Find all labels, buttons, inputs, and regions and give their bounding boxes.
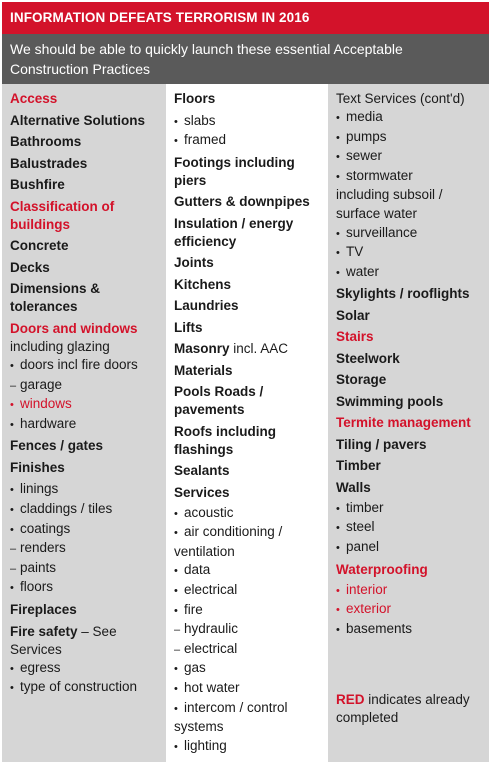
dash-icon: – [174, 643, 181, 656]
item-steelwork: Steelwork [336, 350, 400, 366]
item-pools-roads: Pools Roads / pavements [174, 384, 264, 418]
doors-subtitle: including glazing [10, 338, 110, 354]
item-decks: Decks [10, 259, 50, 275]
sub-ventilation: ventilation [174, 543, 235, 559]
sub-sewer: • sewer [336, 147, 489, 167]
sub-electrical: • electrical [174, 581, 328, 601]
sub-fire: • fire [174, 601, 328, 621]
bullet-icon: • [174, 683, 178, 696]
sub-tv: • TV [336, 243, 489, 263]
bullet-icon: • [10, 582, 14, 595]
sub-type-construction: • type of construction [10, 678, 162, 698]
sub-lighting: • lighting [174, 737, 328, 757]
item-fences: Fences / gates [10, 438, 104, 454]
info-card [2, 2, 489, 762]
bullet-icon: • [336, 266, 340, 279]
item-swimming-pools: Swimming pools [336, 393, 444, 409]
item-solar: Solar [336, 307, 370, 323]
legend-text: indicates already completed [336, 692, 470, 726]
sub-renders: – renders [10, 539, 162, 559]
sub-gas: • gas [174, 659, 328, 679]
sub-windows: • windows [10, 395, 162, 415]
item-finishes: Finishes [10, 459, 65, 475]
sub-stormwater: • stormwater [336, 167, 489, 187]
dash-icon: – [10, 379, 17, 392]
item-storage: Storage [336, 372, 387, 388]
item-doors-windows: Doors and windows [10, 320, 138, 336]
sub-floors: • floors [10, 578, 162, 598]
legend-red-label: RED [336, 692, 365, 708]
item-text-services: Text Services (cont'd) [336, 91, 465, 106]
item-floors: Floors [174, 91, 216, 106]
item-bathrooms: Bathrooms [10, 134, 82, 149]
sub-hardware: • hardware [10, 415, 162, 435]
sub-panel: • panel [336, 538, 489, 558]
sub-paints: – paints [10, 559, 162, 579]
sub-interior: • interior [336, 581, 489, 601]
sub-subsoil: including subsoil / surface water [336, 187, 443, 221]
bullet-icon: • [336, 623, 340, 636]
item-footings: Footings including piers [174, 154, 295, 188]
dash-icon: – [174, 624, 181, 637]
column-1 [2, 84, 162, 762]
bullet-icon: • [10, 662, 14, 675]
bullet-icon: • [336, 170, 340, 183]
sub-pumps: • pumps [336, 128, 489, 148]
item-alternative-solutions: Alternative Solutions [10, 112, 146, 128]
bullet-icon: • [10, 360, 14, 373]
item-classification: Classification of buildings [10, 198, 115, 232]
card-subtitle: We should be able to quickly launch these essential Acceptable Construction Practices [2, 34, 489, 84]
column-2 [166, 84, 328, 762]
legend-note [336, 691, 489, 727]
item-access: Access [10, 91, 58, 106]
sub-doors: • doors incl fire doors [10, 356, 162, 376]
bullet-icon: • [336, 151, 340, 164]
sub-systems: systems [174, 719, 224, 735]
bullet-icon: • [174, 565, 178, 578]
item-materials: Materials [174, 362, 233, 378]
column-3 [328, 84, 489, 762]
item-stairs: Stairs [336, 329, 374, 345]
item-sealants: Sealants [174, 463, 230, 479]
item-balustrades: Balustrades [10, 155, 88, 171]
item-joints: Joints [174, 255, 214, 271]
sub-exterior: • exterior [336, 600, 489, 620]
bullet-icon: • [174, 604, 178, 617]
item-bushfire: Bushfire [10, 177, 65, 192]
sub-basements: • basements [336, 620, 489, 640]
item-waterproofing: Waterproofing [336, 561, 428, 577]
item-walls: Walls [336, 479, 371, 495]
bullet-icon: • [10, 523, 14, 536]
card-title: INFORMATION DEFEATS TERRORISM IN 2016 [2, 2, 489, 34]
bullet-icon: • [336, 227, 340, 240]
sub-hydraulic: – hydraulic [174, 620, 328, 640]
item-fire-safety: Fire safety – See Services [10, 623, 117, 657]
bullet-icon: • [174, 663, 178, 676]
item-concrete: Concrete [10, 238, 69, 253]
bullet-icon: • [10, 399, 14, 412]
bullet-icon: • [174, 527, 178, 540]
item-timber: Timber [336, 458, 381, 474]
bullet-icon: • [336, 542, 340, 555]
sub-claddings: • claddings / tiles [10, 500, 162, 520]
bullet-icon: • [174, 135, 178, 148]
item-fireplaces: Fireplaces [10, 602, 77, 618]
item-tiling: Tiling / pavers [336, 436, 427, 452]
sub-steel: • steel [336, 518, 489, 538]
item-skylights: Skylights / rooflights [336, 286, 470, 302]
bullet-icon: • [336, 247, 340, 260]
bullet-icon: • [336, 604, 340, 617]
bullet-icon: • [174, 702, 178, 715]
sub-hot-water: • hot water [174, 679, 328, 699]
sub-timber: • timber [336, 499, 489, 519]
bullet-icon: • [10, 418, 14, 431]
sub-framed: • framed [174, 131, 328, 151]
sub-surveillance: • surveillance [336, 224, 489, 244]
sub-water: • water [336, 263, 489, 283]
sub-coatings: • coatings [10, 520, 162, 540]
bullet-icon: • [174, 115, 178, 128]
sub-slabs: • slabs [174, 112, 328, 132]
sub-data: • data [174, 561, 328, 581]
item-termite: Termite management [336, 415, 471, 431]
dash-icon: – [10, 543, 17, 556]
bullet-icon: • [10, 484, 14, 497]
bullet-icon: • [10, 504, 14, 517]
item-gutters: Gutters & downpipes [174, 194, 310, 210]
sub-egress: • egress [10, 659, 162, 679]
item-lifts: Lifts [174, 319, 203, 335]
sub-air-conditioning: • air conditioning / [174, 523, 328, 543]
bullet-icon: • [10, 682, 14, 695]
sub-electrical-2: – electrical [174, 640, 328, 660]
bullet-icon: • [336, 131, 340, 144]
item-roofs: Roofs including flashings [174, 423, 276, 457]
sub-media: • media [336, 108, 489, 128]
bullet-icon: • [174, 740, 178, 753]
dash-icon: – [10, 562, 17, 575]
sub-acoustic: • acoustic [174, 504, 328, 524]
item-laundries: Laundries [174, 298, 239, 314]
sub-garage: – garage [10, 376, 162, 396]
item-dimensions: Dimensions & tolerances [10, 281, 101, 314]
item-masonry: Masonry incl. AAC [174, 341, 289, 357]
sub-intercom: • intercom / control [174, 699, 328, 719]
bullet-icon: • [174, 507, 178, 520]
sub-linings: • linings [10, 480, 162, 500]
bullet-icon: • [336, 502, 340, 515]
item-services: Services [174, 484, 230, 500]
bullet-icon: • [336, 584, 340, 597]
bullet-icon: • [174, 585, 178, 598]
bullet-icon: • [336, 522, 340, 535]
item-kitchens: Kitchens [174, 276, 232, 292]
bullet-icon: • [336, 112, 340, 124]
item-insulation: Insulation / energy efficiency [174, 215, 294, 249]
